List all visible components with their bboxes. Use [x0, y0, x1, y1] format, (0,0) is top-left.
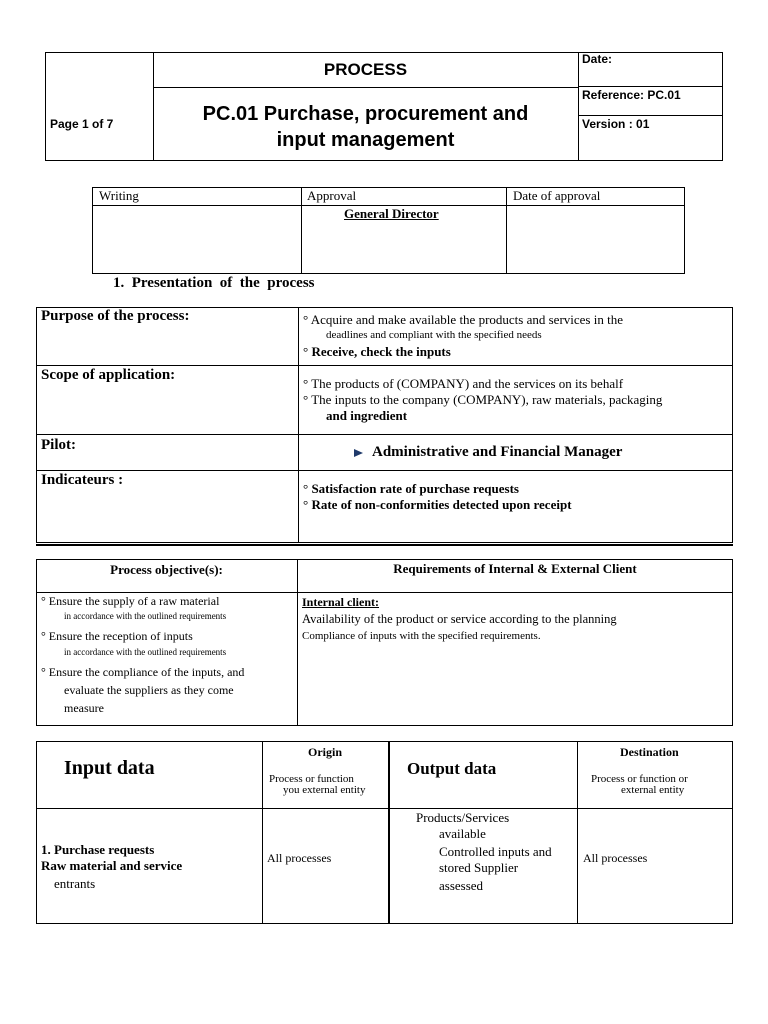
- indicator-1-prefix: °: [303, 481, 312, 496]
- arrow-bullet-icon: [354, 449, 363, 457]
- header-meta-divider-1: [578, 86, 723, 87]
- io-col-divider-2: [388, 741, 390, 924]
- objective-2-line-1: ° Ensure the reception of inputs: [41, 629, 193, 643]
- requirements-header: Requirements of Internal & External Client: [393, 561, 637, 576]
- approver-name: General Director: [344, 206, 439, 221]
- scope-line-1: ° The products of (COMPANY) and the services on its behalf: [303, 376, 624, 391]
- approval-header: Approval: [307, 188, 357, 203]
- io-header-divider: [36, 808, 733, 809]
- output-line-5: assessed: [439, 878, 484, 893]
- document-title: [153, 101, 578, 153]
- header-divider-right: [578, 52, 579, 161]
- output-line-4: stored Supplier: [439, 860, 519, 875]
- objective-3-line-1: ° Ensure the compliance of the inputs, and: [41, 665, 245, 679]
- purpose-label: Purpose of the process:: [41, 308, 190, 324]
- page-number: Page 1 of 7: [50, 117, 114, 131]
- writing-header: Writing: [99, 188, 139, 203]
- objective-1-line-2: in accordance with the outlined requirements: [64, 611, 227, 621]
- io-col-divider-3: [577, 741, 578, 924]
- requirement-line-1: Availability of the product or service according to the planning: [302, 612, 617, 626]
- scope-label: Scope of application:: [41, 367, 176, 383]
- section-1-title: 1. Presentation of the process: [113, 275, 315, 291]
- purpose-line-3: [303, 344, 451, 360]
- approval-col-divider-2: [506, 187, 507, 274]
- purpose-line-2: deadlines and compliant with the specified needs: [326, 329, 542, 341]
- presentation-row-divider-2: [36, 434, 733, 435]
- origin-subtitle-2: you external entity: [283, 784, 366, 796]
- objective-3-line-3: measure: [64, 701, 104, 715]
- purpose-line-3-text: Receive, check the inputs: [311, 344, 451, 359]
- objectives-header: Process objective(s):: [110, 562, 223, 577]
- destination-title: Destination: [620, 745, 679, 759]
- io-col-divider-1: [262, 741, 263, 924]
- internal-client-label: Internal client:: [302, 595, 379, 609]
- origin-title: Origin: [307, 745, 342, 759]
- indicator-2: [303, 497, 572, 513]
- indicator-2-text: Rate of non-conformities detected upon receipt: [311, 497, 572, 512]
- output-data-title: Output data: [407, 759, 497, 778]
- input-line-2: Raw material and service: [41, 858, 183, 873]
- origin-value: All processes: [267, 851, 332, 865]
- requirement-line-2: Compliance of inputs with the specified requirements.: [302, 630, 541, 642]
- origin-subtitle-1: Process or function: [269, 773, 354, 785]
- input-data-title: Input data: [64, 757, 155, 779]
- reference-label: Reference: PC.01: [582, 88, 681, 102]
- objectives-col-divider: [297, 559, 298, 726]
- destination-value: All processes: [583, 851, 648, 865]
- document-title-line1: PC.01 Purchase, procurement and: [202, 103, 529, 125]
- objective-2-line-2: in accordance with the outlined requirements: [64, 647, 227, 657]
- output-line-1: Products/Services: [416, 810, 510, 825]
- date-label: Date:: [582, 52, 613, 66]
- purpose-line-3-prefix: °: [303, 344, 312, 359]
- scope-line-2: ° The inputs to the company (COMPANY), raw materials, packaging: [303, 392, 663, 407]
- version-label: Version : 01: [582, 117, 650, 131]
- purpose-line-1: ° Acquire and make available the products and services in the: [303, 312, 623, 327]
- approval-col-divider-1: [301, 187, 302, 274]
- date-of-approval-header: Date of approval: [513, 188, 601, 203]
- presentation-row-divider-1: [36, 365, 733, 366]
- input-line-1: 1. Purchase requests: [41, 842, 155, 857]
- process-label: PROCESS: [323, 60, 408, 79]
- indicator-1-text: Satisfaction rate of purchase requests: [311, 481, 519, 496]
- header-meta-divider-2: [578, 115, 723, 116]
- objective-3-line-2: evaluate the suppliers as they come: [64, 683, 234, 697]
- presentation-row-divider-3: [36, 470, 733, 471]
- indicator-1: [303, 481, 519, 497]
- presentation-bottom-rule: [36, 544, 733, 546]
- indicator-2-prefix: °: [303, 497, 312, 512]
- indicators-label: Indicateurs :: [41, 472, 124, 488]
- destination-subtitle-1: Process or function or: [591, 773, 688, 785]
- destination-subtitle-2: external entity: [621, 784, 685, 796]
- objective-1-line-1: ° Ensure the supply of a raw material: [41, 594, 220, 608]
- output-line-3: Controlled inputs and: [439, 844, 552, 859]
- pilot-value: Administrative and Financial Manager: [372, 444, 623, 460]
- scope-line-3: and ingredient: [326, 408, 408, 423]
- objectives-header-divider: [36, 592, 733, 593]
- presentation-col-divider: [298, 307, 299, 543]
- header-title-divider: [153, 87, 578, 88]
- input-line-3: entrants: [54, 876, 96, 891]
- pilot-label: Pilot:: [41, 437, 76, 453]
- document-title-line2: input management: [276, 129, 455, 151]
- output-line-2: available: [439, 826, 486, 841]
